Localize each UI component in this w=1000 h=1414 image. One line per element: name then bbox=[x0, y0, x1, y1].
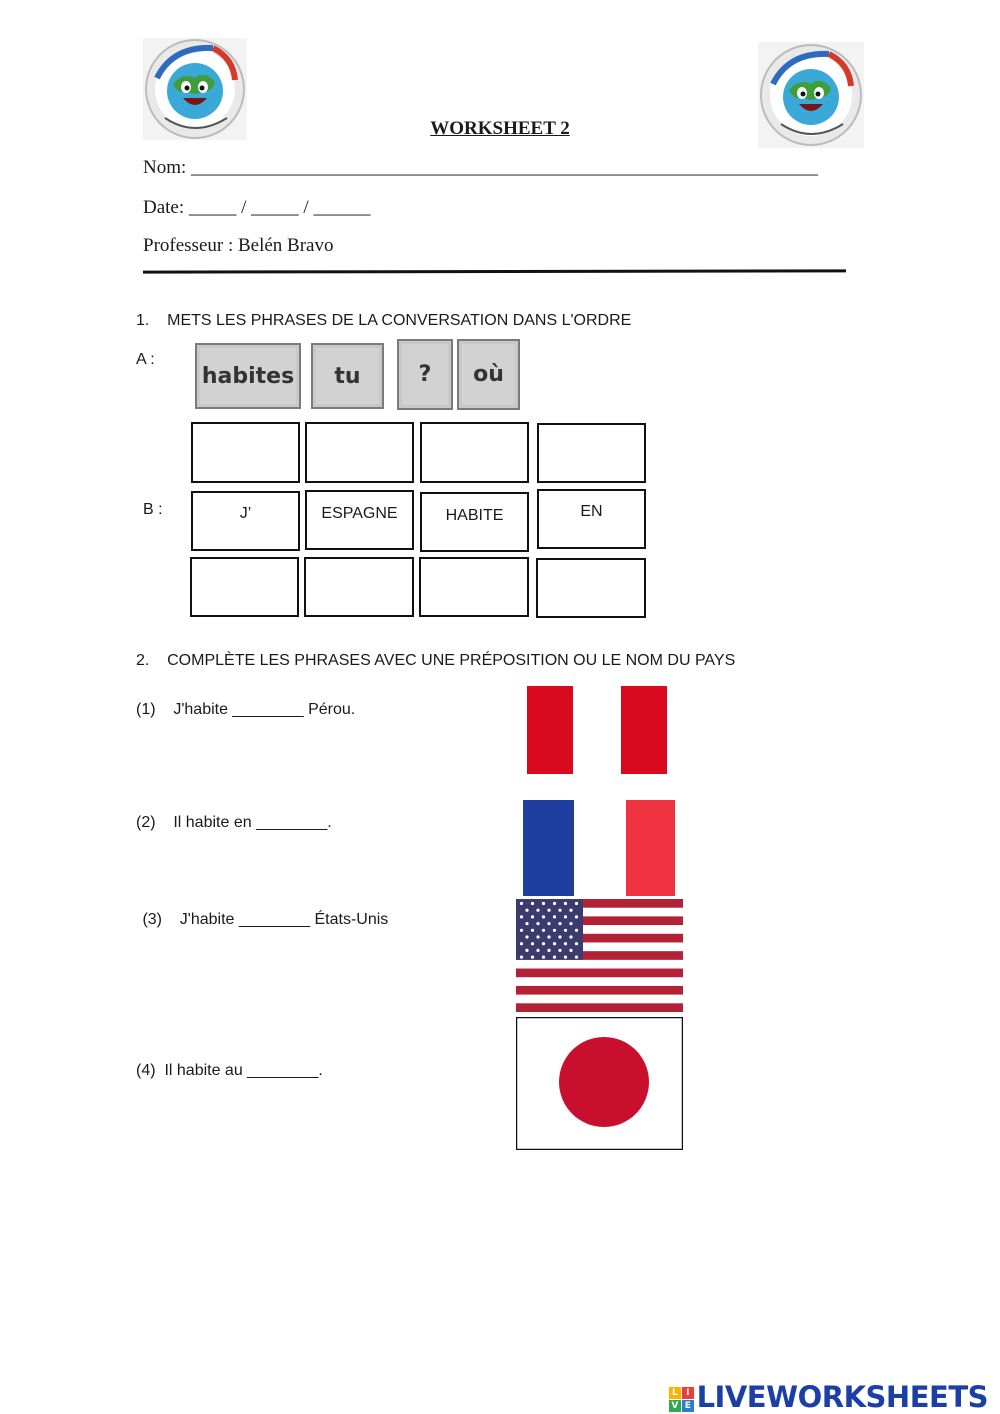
word-card-ou[interactable]: où bbox=[457, 339, 520, 410]
sentence-2[interactable]: (2) Il habite en ________. bbox=[136, 814, 332, 831]
answer-box-b2[interactable] bbox=[304, 557, 414, 617]
word-card-question-mark[interactable]: ? bbox=[397, 339, 453, 410]
france-flag bbox=[523, 800, 675, 896]
answer-box-a3[interactable] bbox=[420, 422, 529, 483]
date-field bbox=[143, 197, 370, 219]
answer-box-a4[interactable] bbox=[537, 423, 646, 483]
date-label: Date: bbox=[143, 197, 189, 218]
usa-flag bbox=[516, 899, 683, 1012]
word-box-habite: HABITE bbox=[420, 492, 529, 552]
word-card-habites[interactable]: habites bbox=[195, 343, 301, 409]
answer-box-a2[interactable] bbox=[305, 422, 414, 483]
label-a: A : bbox=[136, 351, 155, 368]
professeur-line: Professeur : Belén Bravo bbox=[143, 235, 334, 256]
date-blanks[interactable]: _____ / _____ / ______ bbox=[188, 197, 371, 218]
liveworksheets-text: LIVEWORKSHEETS bbox=[696, 1380, 988, 1414]
word-box-espagne: ESPAGNE bbox=[305, 490, 414, 550]
header-divider bbox=[143, 269, 846, 273]
word-card-tu[interactable]: tu bbox=[311, 343, 384, 409]
exercise2-heading: 2. COMPLÈTE LES PHRASES AVEC UNE PRÉPOSITION OU LE NOM DU PAYS bbox=[136, 652, 736, 669]
word-box-j: J’ bbox=[191, 491, 300, 551]
sentence-1[interactable]: (1) J'habite ________ Pérou. bbox=[136, 701, 356, 718]
label-b: B : bbox=[143, 501, 163, 518]
word-box-en: EN bbox=[537, 489, 646, 549]
worksheet-title: WORKSHEET 2 bbox=[430, 118, 570, 139]
peru-flag bbox=[527, 686, 667, 774]
nom-label: Nom: bbox=[143, 157, 192, 178]
answer-box-a1[interactable] bbox=[191, 422, 300, 483]
sentence-4[interactable]: (4) Il habite au ________. bbox=[136, 1062, 323, 1079]
exercise1-heading: 1. METS LES PHRASES DE LA CONVERSATION DANS L'ORDRE bbox=[136, 312, 632, 329]
japan-flag bbox=[516, 1017, 683, 1150]
nom-blank[interactable]: __________________________________________________________________ bbox=[191, 157, 819, 178]
liveworksheets-icon: L I V E bbox=[669, 1387, 694, 1412]
answer-box-b4[interactable] bbox=[536, 558, 646, 618]
answer-box-b3[interactable] bbox=[419, 557, 529, 617]
sentence-3[interactable]: (3) J'habite ________ États-Unis bbox=[138, 911, 389, 928]
answer-box-b1[interactable] bbox=[190, 557, 299, 617]
liveworksheets-brand bbox=[669, 1380, 988, 1414]
nom-field bbox=[143, 157, 818, 179]
